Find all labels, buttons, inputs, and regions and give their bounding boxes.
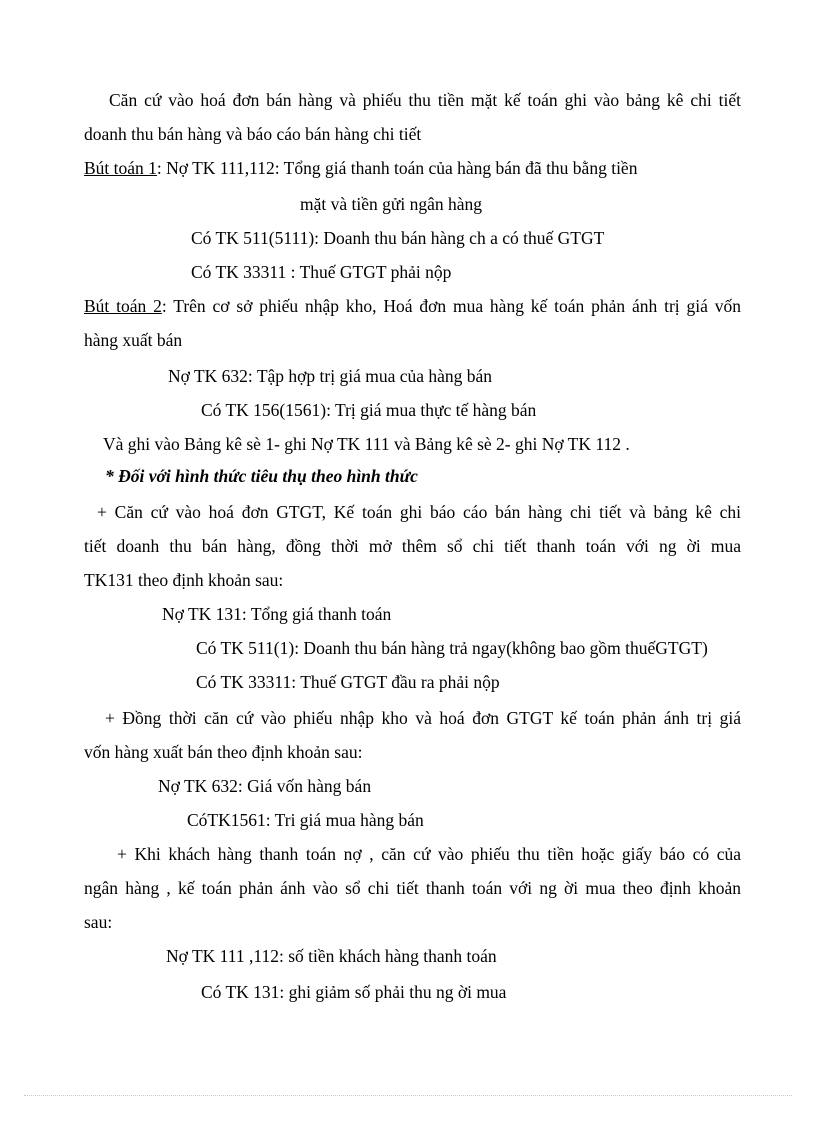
entry-2-line [84, 296, 741, 317]
paragraph-line: + Căn cứ vào hoá đơn GTGT, Kế toán ghi báo cáo bán hàng chi tiết và bảng kê chi [97, 502, 741, 522]
paragraph-line: vốn hàng xuất bán theo định khoản sau: [84, 742, 363, 762]
entry-1-label: Bút toán 1 [84, 158, 157, 178]
paragraph-line: hàng xuất bán [84, 330, 183, 350]
paragraph-line: ngân hàng , kế toán phản ánh vào sổ chi tiết thanh toán với ng ời mua theo định khoản [84, 878, 741, 898]
entry-line: CóTK1561: Tri giá mua hàng bán [187, 810, 424, 830]
entry-line: Có TK 33311: Thuế GTGT đầu ra phải nộp [196, 672, 500, 692]
entry-line: Nợ TK 111 ,112: số tiền khách hàng thanh toán [166, 946, 497, 966]
paragraph-line: Căn cứ vào hoá đơn bán hàng và phiếu thu tiền mặt kế toán ghi vào bảng kê chi tiết [109, 90, 741, 110]
section-heading: * Đối với hình thức tiêu thụ theo hình thức [105, 466, 418, 486]
entry-line: Nợ TK 632: Giá vốn hàng bán [158, 776, 372, 796]
entry-2-label: Bút toán 2 [84, 296, 162, 316]
paragraph-line: TK131 theo định khoản sau: [84, 570, 284, 590]
entry-line: Có TK 131: ghi giảm số phải thu ng ời mua [201, 982, 507, 1002]
entry-line: Nợ TK 131: Tổng giá thanh toán [162, 604, 392, 624]
entry-1-line [84, 158, 637, 179]
entry-2-text: : Trên cơ sở phiếu nhập kho, Hoá đơn mua hàng kế toán phản ánh trị giá vốn [161, 296, 741, 316]
entry-line: Có TK 156(1561): Trị giá mua thực tế hàng bán [201, 400, 537, 420]
entry-line: Có TK 511(1): Doanh thu bán hàng trả ngay(không bao gồm thuếGTGT) [196, 638, 708, 658]
entry-1-text: : Nợ TK 111,112: Tổng giá thanh toán của hàng bán đã thu bằng tiền [156, 158, 638, 178]
entry-line: Có TK 511(5111): Doanh thu bán hàng ch a có thuế GTGT [191, 228, 605, 248]
paragraph-line: tiết doanh thu bán hàng, đồng thời mở thêm sổ chi tiết thanh toán với ng ời mua [84, 536, 741, 556]
footer-divider [24, 1095, 792, 1096]
entry-line: Có TK 33311 : Thuế GTGT phải nộp [191, 262, 452, 282]
paragraph-line: sau: [84, 912, 113, 932]
paragraph-line: doanh thu bán hàng và báo cáo bán hàng chi tiết [84, 124, 422, 144]
entry-line: mặt và tiền gửi ngân hàng [300, 194, 483, 214]
entry-line: Nợ TK 632: Tập hợp trị giá mua của hàng bán [168, 366, 493, 386]
paragraph-line: + Khi khách hàng thanh toán nợ , căn cứ vào phiếu thu tiền hoặc giấy báo có của [117, 844, 741, 864]
paragraph-line: + Đồng thời căn cứ vào phiếu nhập kho và hoá đơn GTGT kế toán phản ánh trị giá [105, 708, 741, 728]
paragraph-line: Và ghi vào Bảng kê sè 1- ghi Nợ TK 111 và Bảng kê sè 2- ghi Nợ TK 112 . [103, 434, 630, 454]
